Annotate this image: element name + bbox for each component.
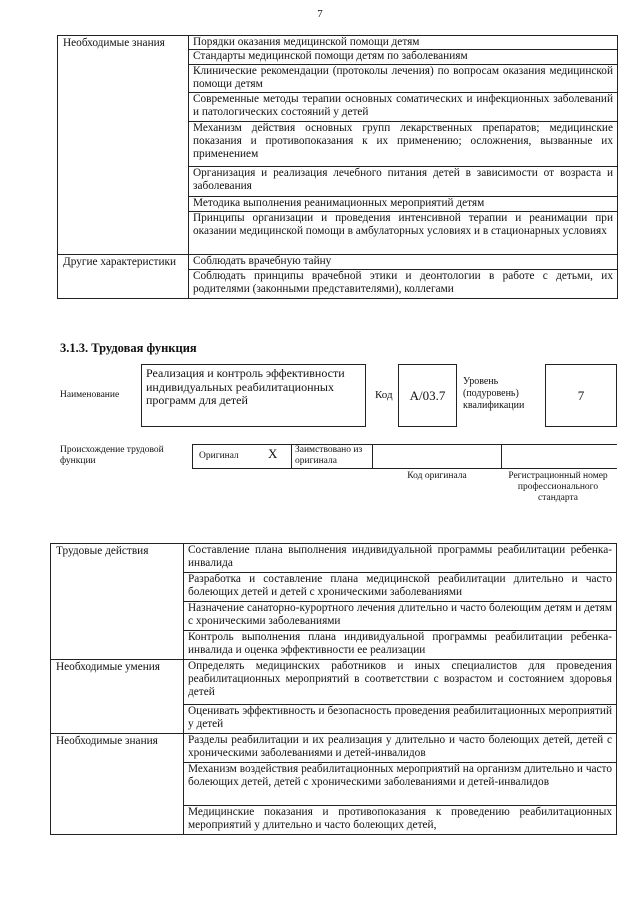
table-cell: Методика выполнения реанимационных мероприятий детям — [189, 197, 618, 212]
level-value-box: 7 — [545, 364, 617, 427]
table-cell: Стандарты медицинской помощи детям по заболеваниям — [189, 50, 618, 65]
table-cell: Организация и реализация лечебного питания детей в зависимости от возраста и заболевания — [189, 167, 618, 197]
table-cell: Механизм воздействия реабилитационных мероприятий на организм длительно и часто болеющих детей, детей с хроническими заболеваниями и детей-инвалидов — [184, 763, 617, 806]
row-label: Другие характеристики — [58, 255, 189, 299]
reg-number-caption: Регистрационный номер профессионального стандарта — [508, 471, 608, 503]
labor-function-table — [50, 543, 617, 835]
row-label: Необходимые знания — [58, 36, 189, 255]
table-cell: Порядки оказания медицинской помощи детям — [189, 36, 618, 50]
table-cell: Современные методы терапии основных соматических и инфекционных заболеваний и патологических состояний у детей — [189, 93, 618, 122]
table-cell: Разработка и составление плана медицинской реабилитации длительно и часто болеющих детей и детей с хроническими заболеваниями — [184, 573, 617, 602]
original-mark: X — [268, 446, 278, 461]
original-label: Оригинал — [199, 451, 239, 461]
table-cell: Соблюдать врачебную тайну — [189, 255, 618, 270]
table-row — [58, 36, 618, 50]
table-row — [51, 734, 617, 763]
name-label: Наименование — [60, 390, 120, 400]
table-cell: Принципы организации и проведения интенсивной терапии и реанимации при оказании медицинской помощи в амбулаторных условиях и в стационарных условиях — [189, 212, 618, 255]
table-cell: Клинические рекомендации (протоколы лечения) по вопросам оказания медицинской помощи детям — [189, 65, 618, 93]
table-cell: Назначение санаторно-курортного лечения длительно и часто болеющим детям и детям с хроническими заболеваниями — [184, 602, 617, 631]
code-original-caption: Код оригинала — [407, 471, 467, 481]
page-number: 7 — [317, 8, 323, 20]
knowledge-table — [57, 35, 618, 299]
table-cell: Оценивать эффективность и безопасность проведения реабилитационных мероприятий у детей — [184, 705, 617, 734]
table-cell: Определять медицинских работников и иных специалистов для проведения реабилитационных мероприятий в соответствии с возрастом и состоянием здоровья детей — [184, 660, 617, 705]
table-cell: Контроль выполнения плана индивидуальной программы реабилитации ребенка-инвалида и оценка эффективности ее реализации — [184, 631, 617, 660]
row-label: Трудовые действия — [51, 544, 184, 660]
section-title: 3.1.3. Трудовая функция — [60, 341, 197, 355]
code-value-box: A/03.7 — [398, 364, 457, 427]
table-row — [51, 544, 617, 573]
table-cell: Составление плана выполнения индивидуальной программы реабилитации ребенка-инвалида — [184, 544, 617, 573]
function-name-box: Реализация и контроль эффективности индивидуальных реабилитационных программ для детей — [141, 364, 366, 427]
row-label: Необходимые умения — [51, 660, 184, 734]
origin-label: Происхождение трудовой функции — [60, 445, 164, 466]
row-label: Необходимые знания — [51, 734, 184, 835]
table-cell: Медицинские показания и противопоказания к проведению реабилитационных мероприятий у длительно и часто болеющих детей, — [184, 806, 617, 835]
origin-row — [192, 444, 617, 469]
table-row — [51, 660, 617, 705]
level-label: Уровень (подуровень) квалификации — [463, 376, 525, 411]
table-cell: Разделы реабилитации и их реализация у длительно и часто болеющих детей, детей с хроническими заболеваниями и детей-инвалидов — [184, 734, 617, 763]
table-row — [58, 255, 618, 270]
table-cell: Соблюдать принципы врачебной этики и деонтологии в работе с детьми, их родителями (законными представителями), коллегами — [189, 270, 618, 299]
table-cell: Механизм действия основных групп лекарственных препаратов; медицинские показания и противопоказания к их применению; осложнения, вызванные их применением — [189, 122, 618, 167]
borrowed-label: Заимствовано из оригинала — [295, 445, 363, 466]
code-label: Код — [375, 389, 393, 401]
